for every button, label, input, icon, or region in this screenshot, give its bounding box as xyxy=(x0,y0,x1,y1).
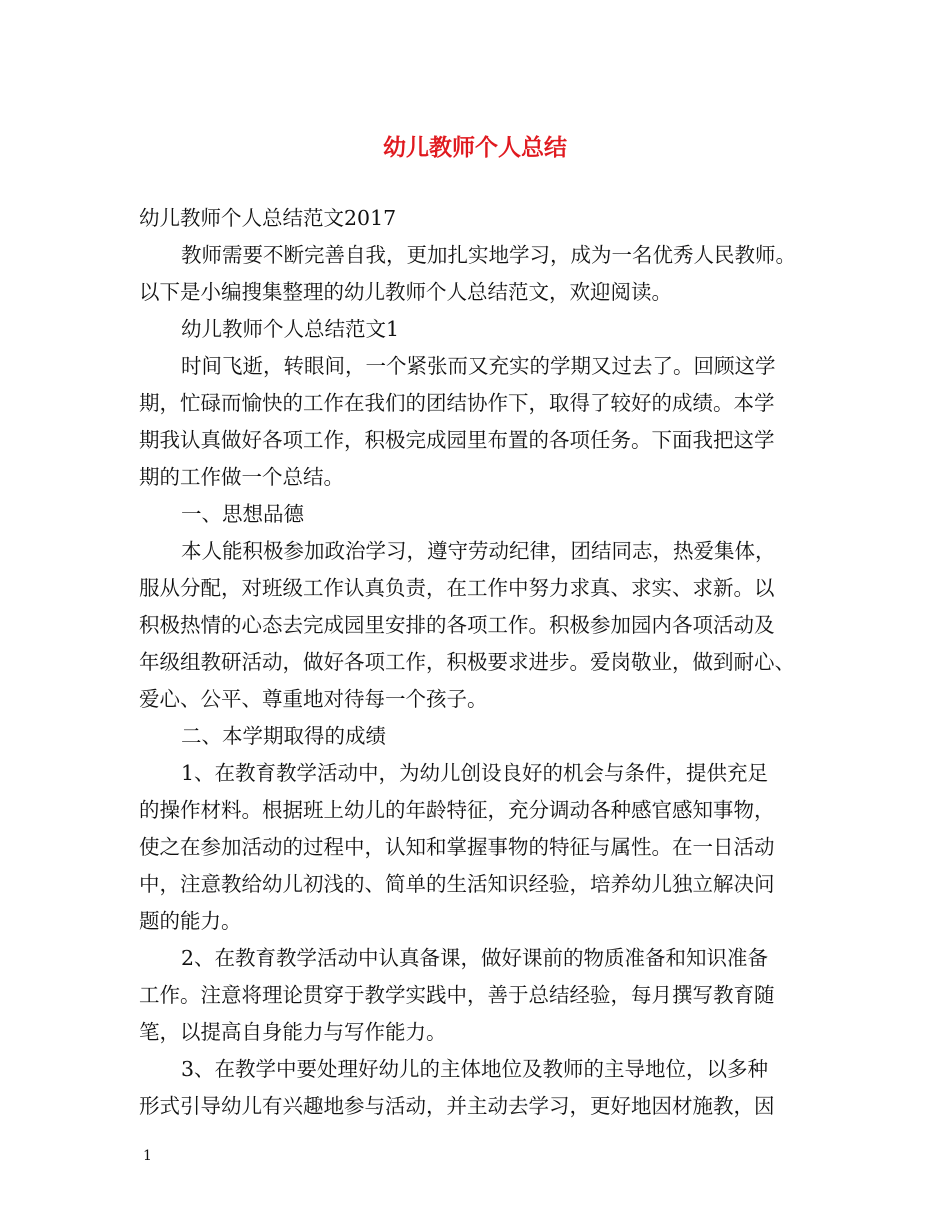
paragraph-line: 笔，以提高自身能力与写作能力。 xyxy=(139,1020,447,1044)
paragraph-line: 教师需要不断完善自我，更加扎实地学习，成为一名优秀人民教师。 xyxy=(181,243,796,267)
paragraph-line: 的操作材料。根据班上幼儿的年龄特征，充分调动各种感官感知事物， xyxy=(139,798,775,822)
paragraph-line: 1、在教育教学活动中，为幼儿创设良好的机会与条件，提供充足 xyxy=(181,761,769,785)
page-number: 1 xyxy=(143,1148,152,1164)
paragraph-line: 3、在教学中要处理好幼儿的主体地位及教师的主导地位，以多种 xyxy=(181,1057,769,1081)
section-heading: 二、本学期取得的成绩 xyxy=(181,724,386,748)
paragraph-line: 积极热情的心态去完成园里安排的各项工作。积极参加园内各项活动及 xyxy=(139,613,775,637)
paragraph-line: 中，注意教给幼儿初浅的、简单的生活知识经验，培养幼儿独立解决问 xyxy=(139,872,775,896)
paragraph-line: 期我认真做好各项工作，积极完成园里布置的各项任务。下面我把这学 xyxy=(139,428,775,452)
subtitle-line: 幼儿教师个人总结范文2017 xyxy=(139,206,397,230)
paragraph-line: 工作。注意将理论贯穿于教学实践中，善于总结经验，每月撰写教育随 xyxy=(139,983,775,1007)
paragraph-line: 题的能力。 xyxy=(139,909,242,933)
paragraph-line: 本人能积极参加政治学习，遵守劳动纪律，团结同志，热爱集体， xyxy=(181,539,776,563)
paragraph-line: 期，忙碌而愉快的工作在我们的团结协作下，取得了较好的成绩。本学 xyxy=(139,391,775,415)
paragraph-line: 形式引导幼儿有兴趣地参与活动，并主动去学习，更好地因材施教，因 xyxy=(139,1094,775,1118)
section-heading: 幼儿教师个人总结范文1 xyxy=(181,317,400,341)
paragraph-line: 期的工作做一个总结。 xyxy=(139,465,344,489)
paragraph-line: 年级组教研活动，做好各项工作，积极要求进步。爱岗敬业，做到耐心、 xyxy=(139,650,795,674)
section-heading: 一、思想品德 xyxy=(181,502,304,526)
paragraph-line: 使之在参加活动的过程中，认知和掌握事物的特征与属性。在一日活动 xyxy=(139,835,775,859)
paragraph-line: 时间飞逝，转眼间，一个紧张而又充实的学期又过去了。回顾这学 xyxy=(181,354,776,378)
paragraph-line: 以下是小编搜集整理的幼儿教师个人总结范文，欢迎阅读。 xyxy=(139,280,672,304)
document-title: 幼儿教师个人总结 xyxy=(383,134,567,161)
paragraph-line: 服从分配，对班级工作认真负责，在工作中努力求真、求实、求新。以 xyxy=(139,576,775,600)
document-body xyxy=(139,200,819,1125)
paragraph-line: 爱心、公平、尊重地对待每一个孩子。 xyxy=(139,687,488,711)
paragraph-line: 2、在教育教学活动中认真备课，做好课前的物质准备和知识准备 xyxy=(181,946,769,970)
